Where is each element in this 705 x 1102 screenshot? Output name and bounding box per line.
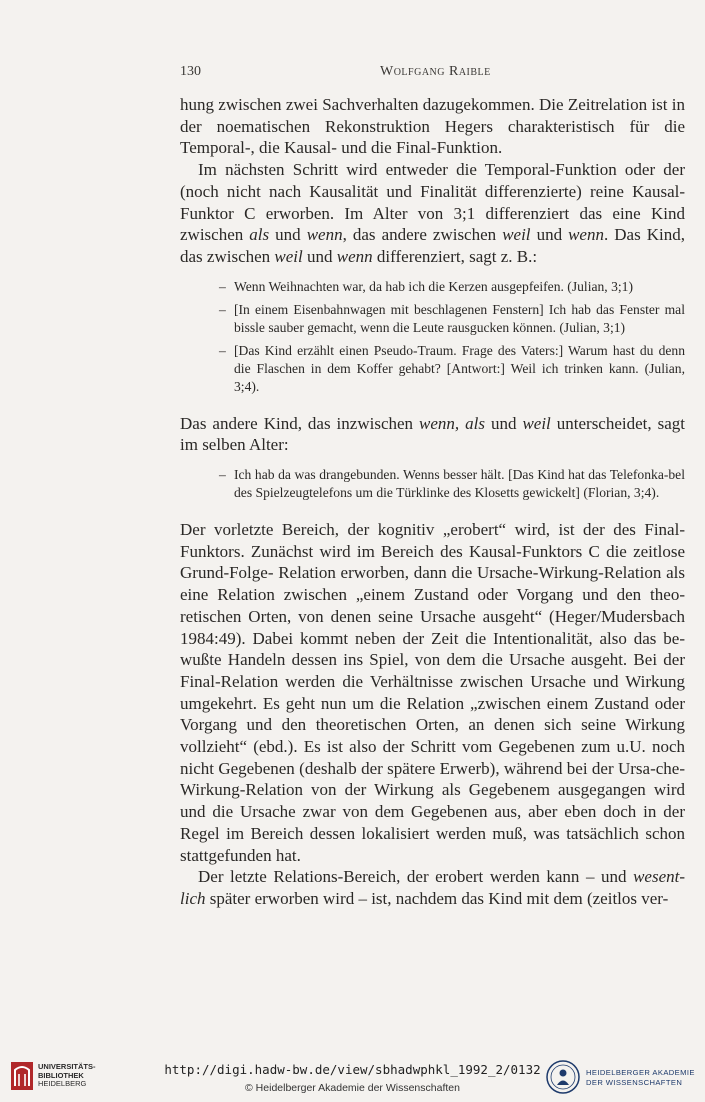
page-number: 130 [180, 64, 201, 79]
italic-word: wenn [306, 225, 343, 245]
example-item [219, 466, 685, 502]
italic-word: wesent-lich [180, 867, 685, 908]
paragraph-4: Der vorletzte Bereich, der kognitiv „erobert“ wird, ist der des Final-Funktors. Zunächst wird im Bereich des Kausal-Funktors C die zeitlose Grund-Folge- Relation erworben, dann die Ursache-Wirkung-Relation als eine Relation zwischen „einem Zustand oder Vorgang und den theo-retischen Orten, von denen seine Ursache ausgeht“ (Heger/Mudersbach 1984:49). Dabei kommt neben der Zeit die Intentionalität, also das be-wußte Handeln dessen ins Spiel, von dem die Ursache ausgeht. Bei der Final-Relation werden die Verhältnisse zwischen Ursache und Wirkung umgekehrt. Es geht nun um die Relation „zwischen einem Zustand oder Vorgang und den theoretischen Orten, an denen sich seine Wirkung vollzieht“ (ebd.). Es ist also der Schritt vom Gegebenen zum u.U. noch nicht Gegebenen (deshalb der spätere Erwerb), während bei der Ursa-che-Wirkung-Relation von der Wirkung als Gegebenem ausgegangen wird und die Ursache zwar von dem Gegebenen aus, aber eben doch in der Regel im Bereich dessen lokalisiert werden muß, was tatsächlich schon stattgefunden hat. [180, 520, 685, 865]
text-run: und [484, 413, 523, 433]
text-run: und [269, 225, 307, 245]
example-text: [Das Kind erzählt einen Pseudo-Traum. Frage des Vaters:] Warum hast du denn die Flaschen in dem Koffer gehabt? [Antwort:] Weil ich trinken kann. (Julian, 3;4). [234, 342, 685, 394]
logo-line: BIBLIOTHEK [38, 1070, 84, 1080]
academy-logo-text [586, 1068, 695, 1087]
example-text: [In einem Eisenbahnwagen mit beschlagenen Fenstern] Ich hab das Fenster mal bissle sauber gemacht, wenn die Leute rausgucken können. (Julian, 3;1) [234, 301, 685, 335]
logo-line: DER WISSENSCHAFTEN [586, 1077, 683, 1087]
copyright-notice: © Heidelberger Akademie der Wissenschaften [245, 1082, 460, 1094]
example-item [219, 342, 685, 396]
dash: – [219, 467, 226, 483]
logo-line: UNIVERSITÄTS- [38, 1062, 96, 1071]
text-run: und [530, 225, 569, 245]
text-run: , das andere zwischen [342, 225, 503, 245]
digitization-footer [0, 1052, 705, 1102]
text-run: später erworben wird – ist, nachdem das Kind mit dem (zeitlos ver- [205, 888, 669, 908]
text-run: . Das Kind, das zwischen [180, 225, 685, 266]
italic-word: wenn, als [419, 413, 485, 433]
example-text: Ich hab da was drangebunden. Wenns besser hält. [Das Kind hat das Telefonka-bel des Spielzeugtelefons um die Türklinke des Klosetts gewickelt] (Florian, 3;4). [234, 467, 685, 501]
logo-line: HEIDELBERGER AKADEMIE [586, 1068, 695, 1077]
text-run: Das andere Kind, das inzwischen [180, 413, 420, 433]
text-run: und [302, 246, 337, 266]
running-head-author: Wolfgang Raible [380, 64, 491, 79]
paragraph-1: hung zwischen zwei Sachverhalten dazugekommen. Die Zeitrelation ist in der noematischen Rekonstruktion Hegers charakteristisch für die Temporal-, die Kausal- und die Final-Funktion. [180, 95, 685, 158]
dash: – [219, 342, 226, 358]
running-header [180, 64, 685, 84]
text-run: Der letzte Relations-Bereich, der erobert werden kann – und [198, 867, 634, 887]
example-text: Wenn Weihnachten war, da hab ich die Kerzen ausgepfeifen. (Julian, 3;1) [234, 278, 634, 294]
source-url-link[interactable]: http://digi.hadw-bw.de/view/sbhadwphkl_1992_2/0132 [164, 1062, 541, 1077]
italic-word: weil [522, 413, 551, 433]
example-item [219, 278, 685, 296]
academy-seal-icon [546, 1060, 580, 1094]
italic-word: als [249, 225, 270, 245]
dash: – [219, 278, 226, 294]
italic-word: wenn [336, 246, 373, 266]
text-run: Im nächsten Schritt wird entweder die Temporal-Funktion oder der (noch nicht nach Kausalität und Finalität differenzierte) reine Kausal-Funktor C erworben. Im Alter von 3;1 differenziert das eine Kind zwischen [180, 160, 685, 245]
text-run: unterscheidet, sagt im selben Alter: [180, 413, 685, 455]
italic-word: weil [274, 246, 303, 266]
example-list-1 [180, 278, 685, 396]
logo-line: HEIDELBERG [38, 1079, 87, 1088]
text-run: differenziert, sagt z. B.: [372, 246, 538, 266]
dash: – [219, 301, 226, 317]
academy-logo[interactable] [546, 1060, 702, 1096]
italic-word: weil [502, 225, 531, 245]
paragraph-3 [180, 413, 685, 456]
example-item [219, 301, 685, 337]
paragraph-5 [180, 866, 685, 909]
example-list-2 [180, 466, 685, 502]
italic-word: wenn [568, 225, 604, 245]
paragraph-2 [180, 159, 685, 268]
page-body [180, 94, 685, 910]
